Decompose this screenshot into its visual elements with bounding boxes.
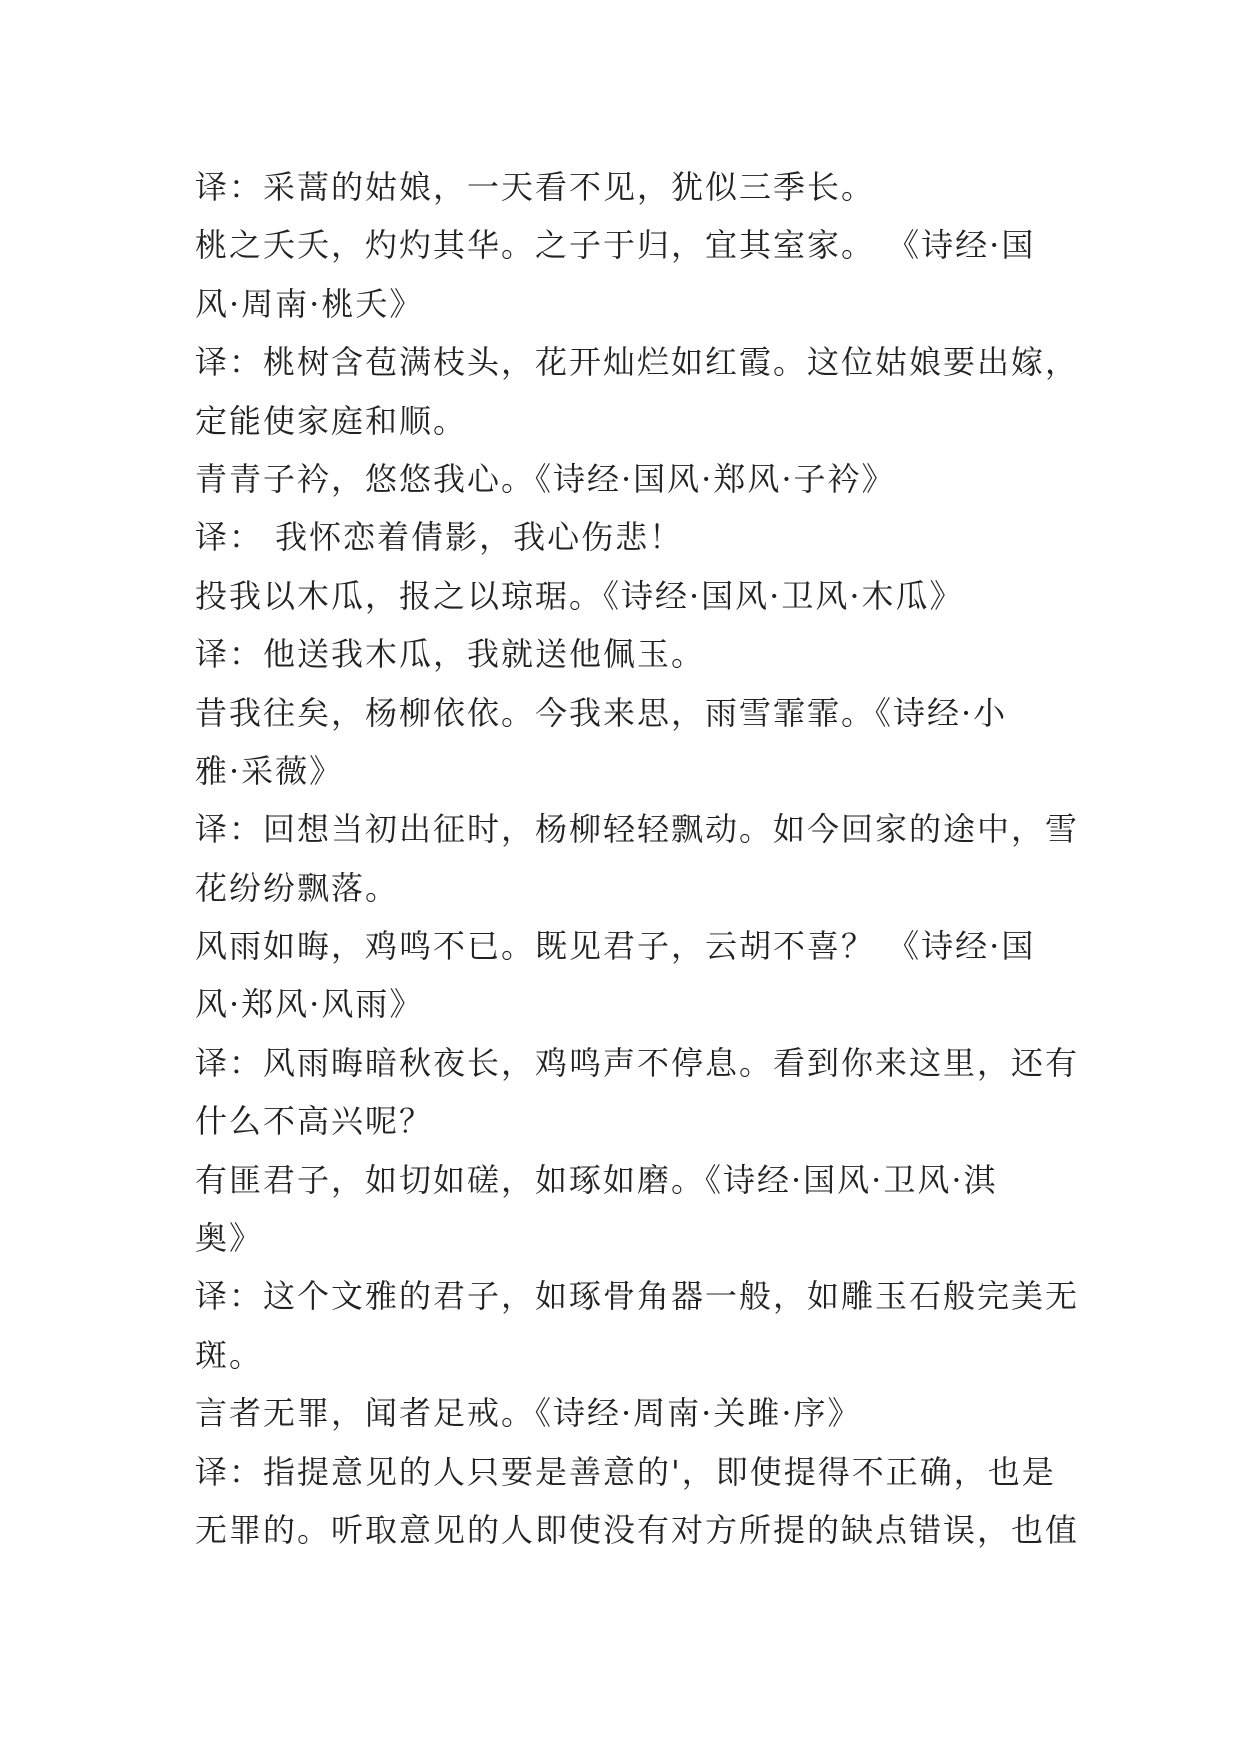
text-line: 定能使家庭和顺。: [195, 401, 468, 440]
text-line: 译：他送我木瓜，我就送他佩玉。: [195, 635, 706, 674]
text-line: 雅·采薇》: [195, 751, 344, 790]
text-line: 译：桃树含苞满枝头，花开灿烂如红霞。这位姑娘要出嫁，: [195, 343, 1080, 382]
text-line: 桃之夭夭，灼灼其华。之子于归，宜其室家。 《诗经·国: [195, 226, 1036, 265]
text-line: 无罪的。听取意见的人即使没有对方所提的缺点错误，也值: [195, 1510, 1080, 1549]
text-line: 有匪君子，如切如磋，如琢如磨。《诗经·国风·卫风·淇: [195, 1160, 998, 1199]
text-line: 花纷纷飘落。: [195, 868, 400, 907]
text-line: 风·郑风·风雨》: [195, 985, 424, 1024]
text-line: 译：这个文雅的君子，如琢骨角器一般，如雕玉石般完美无: [195, 1277, 1080, 1316]
body-text: [195, 158, 1080, 1559]
text-line: 什么不高兴呢？: [195, 1102, 434, 1141]
text-line: 言者无罪，闻者足戒。《诗经·周南·关雎·序》: [195, 1394, 862, 1433]
text-line: 译：风雨晦暗秋夜长，鸡鸣声不停息。看到你来这里，还有: [195, 1043, 1080, 1082]
text-line: 风雨如晦，鸡鸣不已。既见君子，云胡不喜？ 《诗经·国: [195, 927, 1036, 966]
text-line: 奥》: [195, 1219, 264, 1258]
text-line: 译：回想当初出征时，杨柳轻轻飘动。如今回家的途中，雪: [195, 810, 1080, 849]
text-line: 译：指提意见的人只要是善意的'，即使提得不正确，也是: [195, 1452, 1056, 1491]
text-line: 青青子衿，悠悠我心。《诗经·国风·郑风·子衿》: [195, 459, 896, 498]
text-line: 风·周南·桃夭》: [195, 284, 424, 323]
text-line: 译：采蒿的姑娘，一天看不见，犹似三季长。: [195, 168, 876, 206]
text-line: 昔我往矣，杨柳依依。今我来思，雨雪霏霏。《诗经·小: [195, 693, 1008, 732]
text-line: 译： 我怀恋着倩影，我心伤悲！: [195, 518, 684, 557]
text-line: 斑。: [195, 1335, 264, 1374]
text-line: 投我以木瓜，报之以琼琚。《诗经·国风·卫风·木瓜》: [195, 576, 964, 615]
